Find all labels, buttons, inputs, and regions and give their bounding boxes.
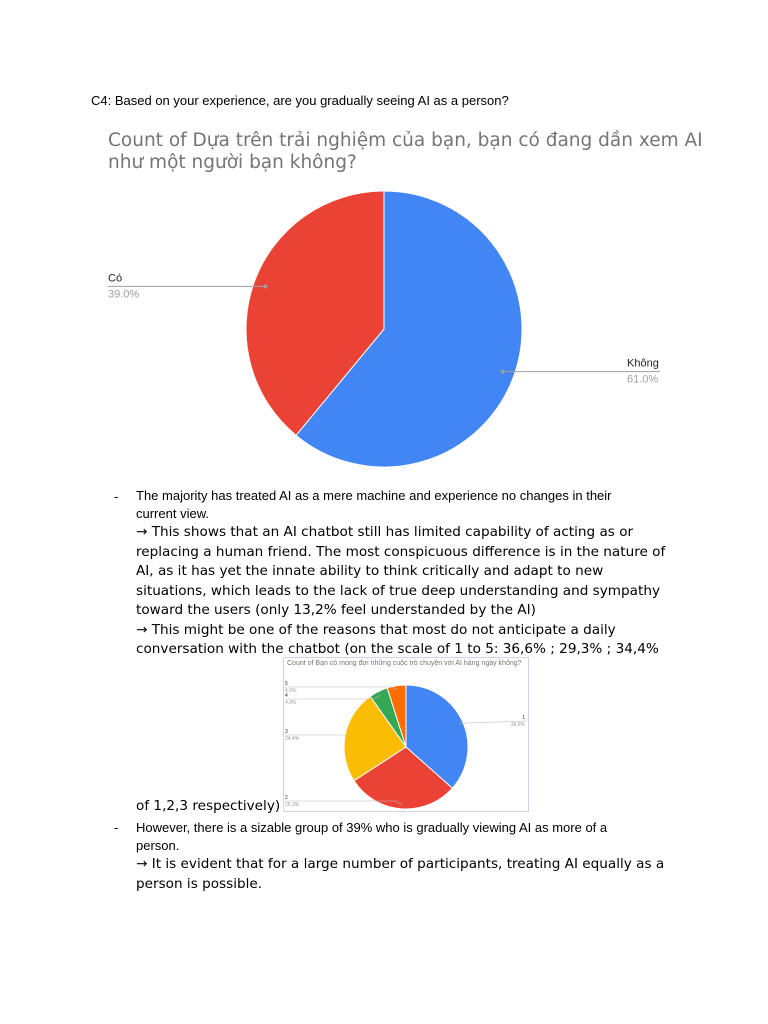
chart1-value-1: 61.0% xyxy=(627,373,659,386)
chart1-pie xyxy=(0,0,768,480)
chart2-value-4: 4.9% xyxy=(285,700,297,706)
chart1-label-1: Không xyxy=(627,357,659,370)
chart2-value-5: 4.9% xyxy=(285,688,297,694)
explanation-line-6: → This might be one of the reasons that most do not anticipate a daily xyxy=(136,621,616,638)
bullet-1-line-1: The majority has treated AI as a mere machine and experience no changes in their xyxy=(136,488,612,503)
bullet-dash-2: - xyxy=(114,820,119,835)
question-heading: C4: Based on your experience, are you gradually seeing AI as a person? xyxy=(91,93,509,108)
explanation-line-5: toward the users (only 13,2% feel understanded by the AI) xyxy=(136,602,536,618)
chart1-value-2: 39.0% xyxy=(108,288,140,301)
chart1-leader-dot-2 xyxy=(263,284,267,288)
chart1-leader-dot-1 xyxy=(501,370,505,374)
chart1-title: Count of Dựa trên trải nghiệm của bạn, bạn có đang dần xem AI như một người bạn không? xyxy=(108,130,703,173)
bullet-dash-1: - xyxy=(114,489,119,504)
chart2-label-5: 5 xyxy=(285,681,288,687)
explanation-line-1: → This shows that an AI chatbot still has limited capability of acting as or xyxy=(136,524,634,540)
explanation-line-2: replacing a human friend. The most conspicuous difference is in the nature of xyxy=(136,543,666,560)
after-chart-text: of 1,2,3 respectively) xyxy=(136,798,281,814)
chart2-label-1: 1 xyxy=(522,715,525,721)
bullet-1-explanation xyxy=(136,523,696,660)
chart2-value-1: 36.6% xyxy=(510,722,525,728)
chart2-leader-4 xyxy=(285,695,380,699)
explanation-line-4: situations, which leads to the lack of true deep understanding and sympathy xyxy=(136,582,660,599)
bullet-2-text xyxy=(136,819,696,855)
explanation-line-3: AI, as it has yet the innate ability to think critically and adapt to new xyxy=(136,563,604,579)
chart2-label-3: 3 xyxy=(285,729,288,735)
bullet-1-text xyxy=(136,487,696,523)
explanation-line-7: conversation with the chatbot (on the scale of 1 to 5: 36,6% ; 29,3% ; 34,4% xyxy=(136,641,659,657)
bullet-2-sub-line-2: person is possible. xyxy=(136,875,263,892)
chart2-value-3: 24.4% xyxy=(285,736,300,742)
bullet-1-line-2: current view. xyxy=(136,506,209,521)
bullet-2-line-2: person. xyxy=(136,838,180,853)
chart2-pie xyxy=(283,657,529,812)
chart2-title: Count of Bạn có mong đợi những cuộc trò chuyện với AI hàng ngày không? xyxy=(287,660,522,667)
chart1-label-2: Có xyxy=(108,272,123,285)
chart2-leader-5 xyxy=(285,687,397,690)
chart2-value-2: 29.3% xyxy=(285,802,300,808)
chart2-label-2: 2 xyxy=(285,795,288,801)
bullet-2-sub-line-1: → It is evident that for a large number of participants, treating AI equally as a xyxy=(136,856,665,872)
bullet-2-explanation xyxy=(136,855,696,894)
chart2-label-4: 4 xyxy=(285,693,288,699)
bullet-2-line-1: However, there is a sizable group of 39% who is gradually viewing AI as more of a xyxy=(136,820,608,835)
